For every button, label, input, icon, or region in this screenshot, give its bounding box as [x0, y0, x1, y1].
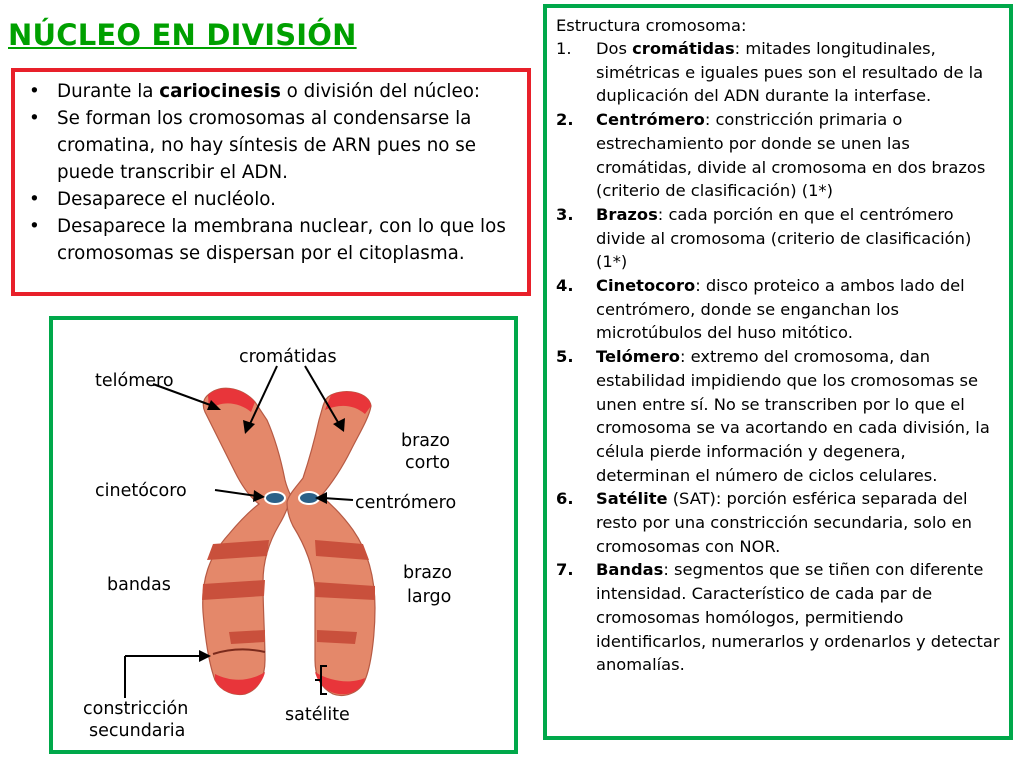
- label-centromero: centrómero: [355, 493, 457, 513]
- label-brazo-corto-2: corto: [405, 453, 451, 473]
- label-bandas: bandas: [107, 575, 171, 595]
- bullet-dot: •: [29, 108, 40, 129]
- chromosome-illustration: [53, 320, 514, 750]
- bullet-item: • Se forman los cromosomas al condensarse la cromatina, no hay síntesis de ARN pues no se puede transcribir el ADN.: [15, 105, 527, 186]
- pointer-line: [323, 498, 353, 500]
- item-number: 5.: [556, 347, 574, 367]
- structure-item: 1. Dos cromátidas: mitades longitudinales, simétricas e iguales pues son el resultado de la duplicación del ADN durante la interfase.: [556, 39, 984, 106]
- chromosome-band: [229, 630, 265, 644]
- kinetochore: [265, 492, 285, 504]
- structure-item: 2. Centrómero: constricción primaria o estrechamiento por donde se unen las cromátidas, divide al cromosoma en dos brazos (criterio de clasificación) (1*): [556, 110, 986, 201]
- bullet-item: • Desaparece la membrana nuclear, con lo que los cromosomas se dispersan por el citoplasma.: [15, 213, 527, 267]
- label-cinetocoro: cinetócoro: [95, 481, 187, 501]
- item-number: 7.: [556, 560, 574, 580]
- structure-item: 6. Satélite (SAT): porción esférica separada del resto por una constricción secundaria, solo en cromosomas con NOR.: [556, 489, 972, 556]
- structure-list: [556, 37, 1004, 677]
- label-brazo-largo: brazo: [403, 563, 452, 583]
- structure-item: 7. Bandas: segmentos que se tiñen con diferente intensidad. Característico de cada par de cromosomas homólogos, permitiendo identificarlos, numerarlos y ordenarlos y detectar anomalías.: [556, 560, 1000, 675]
- chromosome-diagram: [49, 316, 518, 754]
- bullet-item: • Durante la cariocinesis o división del núcleo:: [15, 78, 527, 105]
- label-brazo-corto: brazo: [401, 431, 450, 451]
- structure-item: 3. Brazos: cada porción en que el centrómero divide al cromosoma (criterio de clasificación) (1*): [556, 204, 972, 272]
- label-constriccion: constricción: [83, 699, 189, 719]
- item-number: 1.: [556, 39, 572, 58]
- chromosome-structure-box: [543, 4, 1013, 740]
- label-brazo-largo-2: largo: [407, 587, 452, 607]
- chromosome-band: [317, 630, 357, 644]
- bullet-item: • Desaparece el nucléolo.: [15, 186, 527, 213]
- item-number: 2.: [556, 110, 574, 130]
- division-summary-box: [11, 68, 531, 296]
- division-bullet-list: [15, 78, 527, 267]
- structure-item: 5. Telómero: extremo del cromosoma, dan estabilidad impidiendo que los cromosomas se unen entre sí. No se transcriben por lo que el cromosoma se va acortando en cada división, la célula pierde información y degenera, determinan el número de ciclos celulares.: [556, 347, 990, 485]
- bullet-dot: •: [29, 189, 40, 210]
- item-number: 3.: [556, 204, 574, 224]
- item-number: 4.: [556, 276, 574, 296]
- structure-heading: Estructura cromosoma:: [556, 16, 747, 35]
- structure-item: 4. Cinetocoro: disco proteico a ambos lado del centrómero, donde se enganchan los microtúbulos del huso mitótico.: [556, 276, 965, 343]
- label-telomero: telómero: [95, 371, 174, 391]
- label-secundaria: secundaria: [89, 721, 186, 741]
- bullet-dot: •: [29, 216, 40, 237]
- bullet-dot: •: [29, 81, 40, 102]
- label-cromatidas: cromátidas: [239, 347, 337, 367]
- page-title: NÚCLEO EN DIVISIÓN: [8, 18, 357, 52]
- label-satelite: satélite: [285, 705, 350, 725]
- item-number: 6.: [556, 489, 574, 509]
